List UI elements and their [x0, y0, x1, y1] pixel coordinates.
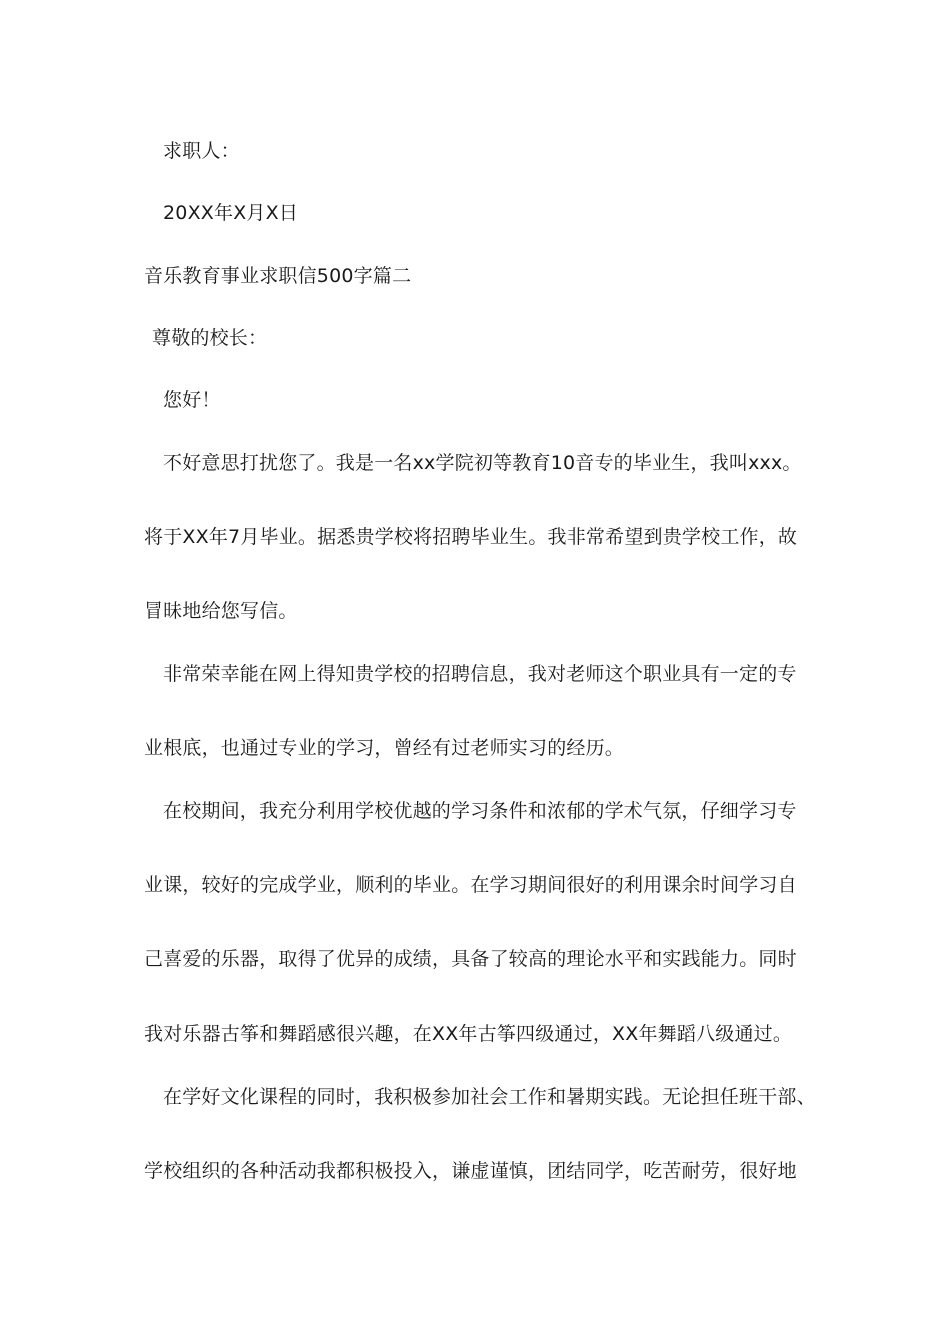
- greeting: 您好！: [163, 389, 221, 411]
- section-title: 音乐教育事业求职信500字篇二: [144, 265, 412, 287]
- paragraph-line: 己喜爱的乐器，取得了优异的成绩，具备了较高的理论水平和实践能力。同时: [144, 948, 797, 970]
- paragraph-line: 我对乐器古筝和舞蹈感很兴趣，在XX年古筝四级通过，XX年舞蹈八级通过。: [144, 1023, 793, 1045]
- paragraph-line: 在校期间，我充分利用学校优越的学习条件和浓郁的学术气氛，仔细学习专: [163, 800, 797, 822]
- letter-date: 20XX年X月X日: [163, 202, 299, 224]
- applicant-label: 求职人：: [163, 140, 240, 162]
- paragraph-line: 学校组织的各种活动我都积极投入，谦虚谨慎，团结同学，吃苦耐劳，很好地: [144, 1160, 797, 1182]
- paragraph-line: 在学好文化课程的同时，我积极参加社会工作和暑期实践。无论担任班干部、: [163, 1086, 816, 1108]
- paragraph-line: 冒昧地给您写信。: [144, 600, 298, 622]
- paragraph-line: 业课，较好的完成学业，顺利的毕业。在学习期间很好的利用课余时间学习自: [144, 874, 797, 896]
- paragraph-line: 业根底，也通过专业的学习，曾经有过老师实习的经历。: [144, 737, 625, 759]
- paragraph-line: 不好意思打扰您了。我是一名xx学院初等教育10音专的毕业生，我叫xxx。: [163, 452, 802, 474]
- paragraph-line: 非常荣幸能在网上得知贵学校的招聘信息，我对老师这个职业具有一定的专: [163, 663, 797, 685]
- salutation: 尊敬的校长：: [152, 327, 268, 349]
- paragraph-line: 将于XX年7月毕业。据悉贵学校将招聘毕业生。我非常希望到贵学校工作，故: [144, 526, 798, 548]
